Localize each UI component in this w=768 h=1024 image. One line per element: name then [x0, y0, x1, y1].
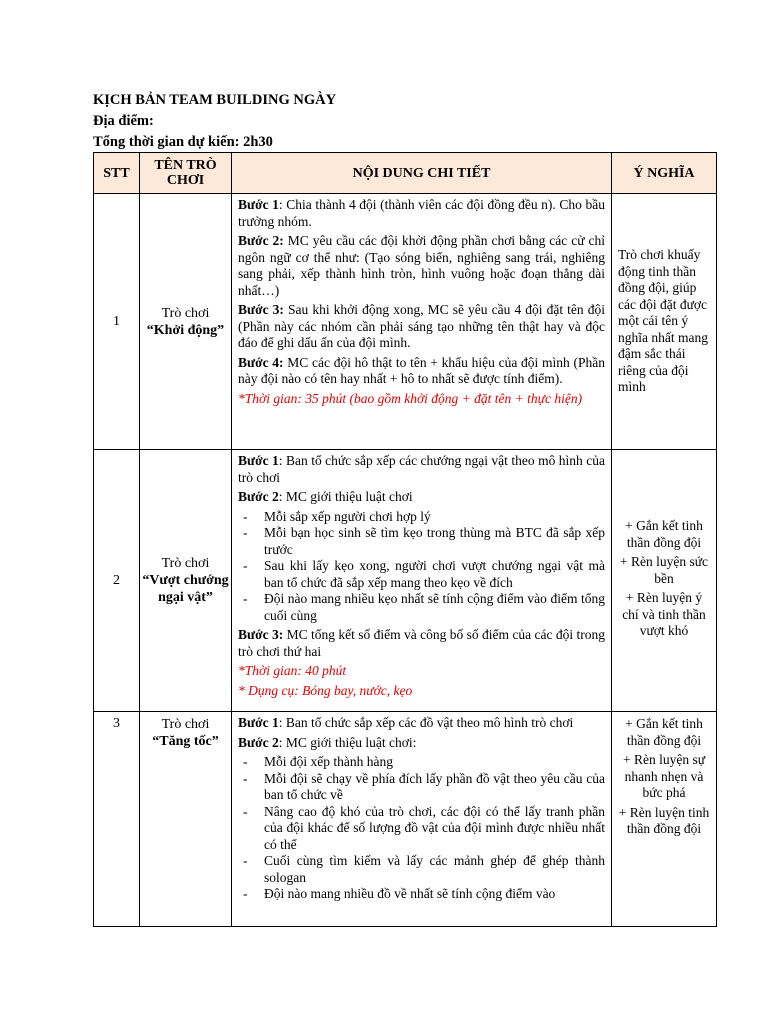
- document-title: KỊCH BẢN TEAM BUILDING NGÀY: [93, 92, 337, 108]
- detail-cell: [232, 712, 612, 927]
- game-name-cell: [140, 712, 232, 927]
- step-text: Chia thành 4 đội (thành viên các đội đồng đều n). Cho bầu trưởng nhóm.: [238, 197, 605, 229]
- list-item: - Mỗi đội sẽ chạy về phía đích lấy phần đồ vật theo yêu cầu của ban tổ chức về: [264, 771, 605, 804]
- meaning-item: + Rèn luyện sự nhanh nhẹn và bức phá: [622, 752, 706, 800]
- location-label: Địa điểm:: [93, 113, 154, 129]
- step-text: MC tổng kết số điểm và công bố số điểm của các đội trong trò chơi thứ hai: [238, 627, 605, 659]
- list-item: - Nâng cao độ khó của trò chơi, các đội có thể lấy tranh phần của đội khác để số lượng đồ vật của đội mình được nhiều nhất có thể: [264, 804, 605, 854]
- step-paragraph: [238, 489, 605, 506]
- rule-list: [238, 754, 605, 903]
- time-note: *Thời gian: 35 phút (bao gồm khởi động + đặt tên + thực hiện): [238, 390, 583, 406]
- schedule-table: [93, 152, 717, 927]
- meaning-item: + Rèn luyện tinh thần đồng đội: [618, 804, 710, 836]
- meaning-cell: [612, 712, 717, 927]
- step-paragraph: [238, 627, 605, 660]
- game-name: “Vượt chướng ngại vật”: [142, 573, 229, 605]
- tools-note: * Dụng cụ: Bóng bay, nước, kẹo: [238, 682, 413, 698]
- header-detail: NỘI DUNG CHI TIẾT: [232, 153, 612, 194]
- list-item: - Mỗi đội xếp thành hàng: [264, 754, 605, 771]
- meaning-item: + Rèn luyện ý chí và tinh thần vượt khó: [622, 590, 706, 639]
- rule-list: [238, 509, 605, 625]
- time-note: *Thời gian: 40 phút: [238, 663, 347, 678]
- step-paragraph: [238, 197, 605, 230]
- detail-clip: [238, 715, 605, 923]
- step-label: Bước 1: [238, 197, 279, 212]
- row-number: 3: [94, 712, 140, 927]
- meaning-cell: [612, 450, 717, 712]
- meaning-item: + Gắn kết tinh thần đồng đội: [625, 716, 703, 748]
- step-label: Bước 1: [238, 453, 279, 468]
- step-label: Bước 3:: [238, 627, 284, 642]
- game-prefix: Trò chơi: [161, 305, 210, 321]
- list-item: - Cuối cùng tìm kiếm và lấy các mảnh ghép để ghép thành sologan: [264, 853, 605, 886]
- table-row: [94, 450, 717, 712]
- table-row: [94, 194, 717, 450]
- step-label: Bước 2: [238, 734, 279, 750]
- meaning-item: + Gắn kết tinh thần đồng đội: [625, 518, 703, 550]
- step-label: Bước 4:: [238, 354, 284, 370]
- detail-cell: [232, 450, 612, 712]
- meaning-cell: Trò chơi khuấy động tinh thần đồng đội, giúp các đội đặt được một cái tên ý nghĩa nhất mang đậm sắc thái riêng của đội mình: [612, 194, 717, 450]
- header-game-name: TÊN TRÒ CHƠI: [140, 153, 232, 194]
- game-name: “Khởi động”: [146, 322, 225, 338]
- step-paragraph: [238, 735, 605, 752]
- step-text: MC yêu cầu các đội khởi động phần chơi bằng các cử chỉ ngôn ngữ cơ thể như: (Tạo sóng biển, nghiêng sang trái, nghiêng sang phải, xếp thành hình tròn, hình vuông hoặc đoạn thẳng dài nhất…): [238, 233, 605, 298]
- list-item: - Mỗi sắp xếp người chơi hợp lý: [264, 509, 605, 526]
- header-meaning: Ý NGHĨA: [612, 153, 717, 194]
- step-label: Bước 2: [238, 489, 279, 504]
- step-label: Bước 3:: [238, 302, 284, 317]
- step-text: : Ban tổ chức sắp xếp các đồ vật theo mô hình trò chơi: [278, 715, 574, 730]
- step-label: Bước 2:: [238, 233, 284, 248]
- game-name-cell: [140, 194, 232, 450]
- list-item: - Sau khi lấy kẹo xong, người chơi vượt chướng ngại vật mà ban tổ chức đã sắp xếp mang theo kẹo về đích: [264, 558, 605, 591]
- step-paragraph: [238, 453, 605, 486]
- header-stt: STT: [94, 153, 140, 194]
- list-item: - Đội nào mang nhiều đồ về nhất sẽ tính cộng điểm vào: [264, 886, 605, 903]
- row-number: 2: [94, 450, 140, 712]
- step-paragraph: [238, 302, 605, 352]
- step-paragraph: [238, 355, 605, 388]
- game-prefix: Trò chơi: [161, 717, 210, 732]
- game-prefix: Trò chơi: [161, 556, 210, 571]
- row-number: 1: [94, 194, 140, 450]
- game-name: “Tăng tốc”: [152, 734, 219, 749]
- step-text: : Ban tổ chức sắp xếp các chướng ngại vật theo mô hình của trò chơi: [238, 453, 605, 485]
- step-text: : MC giới thiệu luật chơi: [278, 489, 413, 504]
- game-name-cell: [140, 450, 232, 712]
- table-row: [94, 712, 717, 927]
- step-paragraph: [238, 715, 605, 732]
- list-item: - Đội nào mang nhiều kẹo nhất sẽ tính cộng điểm vào điểm tổng cuối cùng: [264, 591, 605, 624]
- step-text: Sau khi khởi động xong, MC sẽ yêu cầu 4 đội đặt tên đội (Phần này các nhóm cần phải sáng tạo những tên thật hay và độc đáo để ghi dấu ấn của đội mình.: [238, 302, 605, 350]
- list-item: - Mỗi bạn học sinh sẽ tìm kẹo trong thùng mà BTC đã sắp xếp trước: [264, 525, 605, 558]
- duration-label: Tổng thời gian dự kiến: 2h30: [93, 134, 273, 150]
- step-sep: :: [278, 197, 283, 212]
- step-text: MC các đội hô thật to tên + khẩu hiệu của đội mình (Phần này đội nào có tên hay nhất + hô to nhất sẽ được tính điểm).: [238, 354, 605, 386]
- step-text: : MC giới thiệu luật chơi:: [278, 734, 417, 750]
- table-header-row: [94, 153, 717, 194]
- detail-cell: [232, 194, 612, 450]
- step-paragraph: [238, 233, 605, 299]
- step-label: Bước 1: [238, 715, 279, 730]
- meaning-item: + Rèn luyện sức bền: [619, 554, 709, 586]
